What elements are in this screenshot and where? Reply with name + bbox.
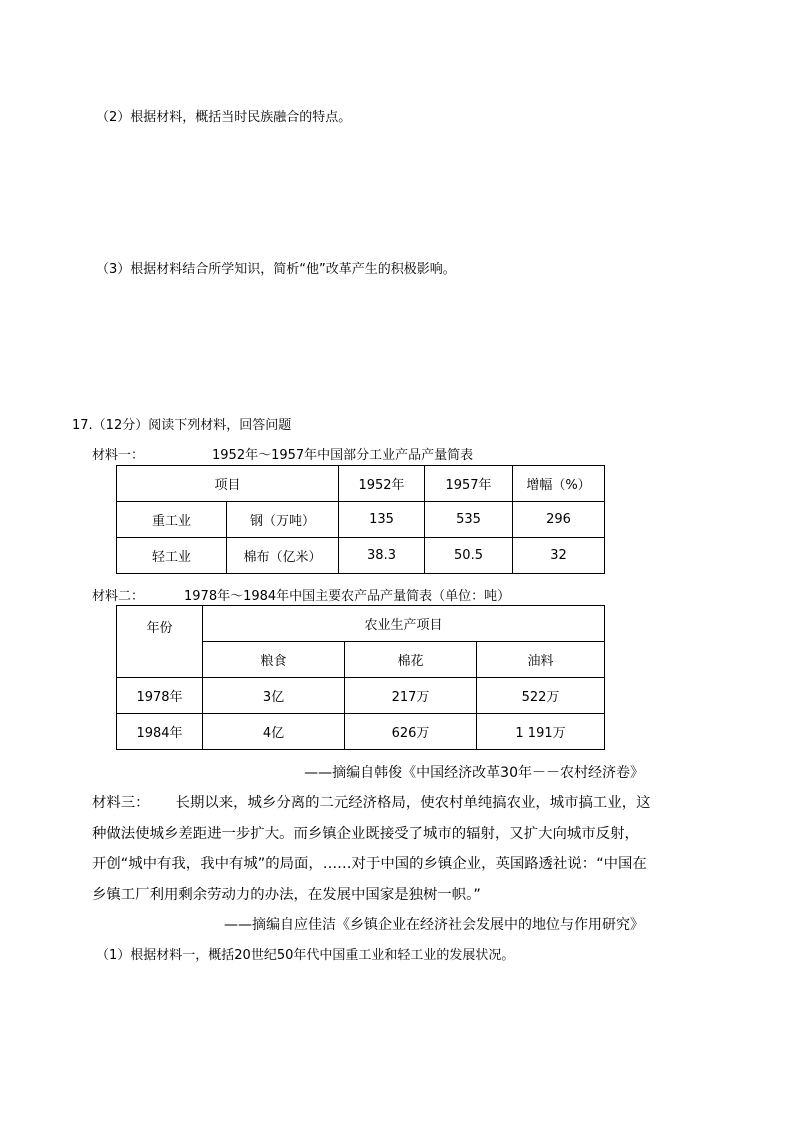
material2-title: 1978年～1984年中国主要农产品产量简表（单位：吨） — [184, 589, 511, 604]
material3-text: 长期以来，城乡分离的二元经济格局，使农村单纯搞农业，城市搞工业，这种做法使城乡差距进一步扩大。而乡镇企业既接受了城市的辐射，又扩大向城市反射，开创“城中有我，我中有城”的局面，……对于中国的乡镇企业，英国路透社说：“中国在乡镇工厂利用剩余劳动力的办法，在发展中国家是独树一帜。” — [92, 795, 651, 903]
table-row — [117, 678, 605, 714]
table-cell: 重工业 — [117, 502, 227, 538]
table-cell: 钢（万吨） — [227, 502, 339, 538]
table-cell: 217万 — [345, 678, 477, 714]
table-row — [117, 502, 605, 538]
question-2: （2）根据材料，概括当时民族融合的特点。 — [96, 110, 352, 125]
header-item: 项目 — [117, 466, 339, 502]
material1-title: 1952年～1957年中国部分工业产品产量简表 — [212, 448, 474, 463]
material2-source: ——摘编自韩俊《中国经济改革30年－－农村经济卷》 — [304, 765, 644, 781]
agriculture-table — [116, 605, 605, 750]
table-row — [117, 538, 605, 574]
header-grain: 粮食 — [203, 642, 345, 678]
table-cell: 535 — [425, 502, 513, 538]
table-cell: 32 — [513, 538, 605, 574]
table-cell: 1 191万 — [477, 714, 605, 750]
industry-table — [116, 465, 605, 574]
table-cell: 50.5 — [425, 538, 513, 574]
header-oil: 油料 — [477, 642, 605, 678]
table-cell: 轻工业 — [117, 538, 227, 574]
material3-paragraph — [92, 788, 652, 910]
material3-label: 材料三： — [92, 795, 150, 811]
header-cotton: 棉花 — [345, 642, 477, 678]
table-cell: 1978年 — [117, 678, 203, 714]
table-cell: 296 — [513, 502, 605, 538]
table-cell: 522万 — [477, 678, 605, 714]
table-row — [117, 466, 605, 502]
table-cell: 1984年 — [117, 714, 203, 750]
material1-label: 材料一： — [92, 448, 145, 463]
header-year: 年份 — [117, 606, 203, 678]
table-cell: 4亿 — [203, 714, 345, 750]
header-group: 农业生产项目 — [203, 606, 605, 642]
header-1957: 1957年 — [425, 466, 513, 502]
table-cell: 135 — [339, 502, 425, 538]
question-17: 17.（12分）阅读下列材料，回答问题 — [72, 418, 292, 433]
table-row — [117, 606, 605, 642]
header-1952: 1952年 — [339, 466, 425, 502]
header-growth: 增幅（%） — [513, 466, 605, 502]
table-cell: 3亿 — [203, 678, 345, 714]
table-cell: 38.3 — [339, 538, 425, 574]
table-cell: 棉布（亿米） — [227, 538, 339, 574]
question-3: （3）根据材料结合所学知识，简析“他”改革产生的积极影响。 — [96, 262, 456, 277]
table-cell: 626万 — [345, 714, 477, 750]
material3-source: ——摘编自应佳洁《乡镇企业在经济社会发展中的地位与作用研究》 — [224, 917, 644, 933]
question-17-1: （1）根据材料一，概括20世纪50年代中国重工业和轻工业的发展状况。 — [96, 948, 515, 963]
table-row — [117, 714, 605, 750]
material2-label: 材料二： — [92, 589, 145, 604]
